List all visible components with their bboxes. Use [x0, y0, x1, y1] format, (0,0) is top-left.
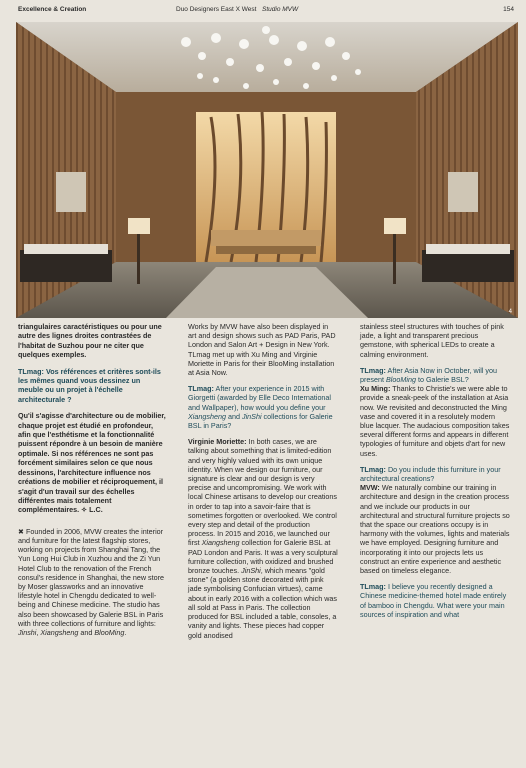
question-label: TLmag:	[360, 582, 386, 592]
photo-number: 4	[508, 309, 512, 315]
separator: ,	[36, 627, 41, 637]
interview-question	[18, 367, 167, 405]
separator: and	[78, 627, 95, 637]
question-text: Vos références et critères sont-ils les mêmes quand vous dessinez un meuble ou un projet à l'échelle architecturale ?	[18, 366, 161, 404]
question-text: collections for Galerie BSL in Paris?	[188, 411, 333, 431]
hotel-lobby-photo	[16, 22, 518, 318]
collection-name: BlooMing	[385, 375, 416, 385]
question-label: TLmag:	[188, 384, 214, 394]
interview-answer	[360, 384, 510, 458]
question-text: After your experience in 2015 with Giorgetti (awarded by Elle Deco International and Wallpaper), how would you define your	[188, 384, 332, 412]
bio-text: Founded in 2006, MVW creates the interior and furniture for the latest flagship stores, working on projects from Shanghai Tang, the Yun Long Hui Club in Xuzhou and the Zi Yun Hotel Club to the renovation of the French consul's residence in Shanghai, the new store by Moser glassworks and an innovative lifestyle hotel in Chengdu dedicated to well-being and Chinese medicine. The studio has also been showcased by Galerie BSL in Paris with three collections of furniture and lights:	[18, 526, 165, 628]
question-text: I believe you recently designed a Chinese medicine-themed hotel made entirely of bamboo in Chengdu. What were your main sources of inspiration and what	[360, 582, 507, 619]
collection-name: Xiangsheng	[188, 411, 226, 421]
answer-text: Qu'il s'agisse d'architecture ou de mobilier, chaque projet est étudié en profondeur, afin que l'esthétisme et la fonctionnalité puissent répondre à un besoin de manière optimale. Si nos références ne sont pas forcément similaires selon ce que nous dessinons, l'architecture influence nos créations de mobilier et réciproquement, il s'agit d'un travail sur des échelles différentes mais totalement complémentaires.	[18, 411, 166, 515]
bullet-icon: ✖	[18, 526, 25, 536]
column-2	[188, 322, 338, 647]
interview-answer	[188, 437, 338, 639]
paragraph: Works by MVW have also been displayed in art and design shows such as PAD Paris, PAD London and Salon Art + Design in New York. TLmag met up with Xu Ming and Virginie Moriette in Paris for their BlooMing installation at Asia Now.	[188, 322, 336, 378]
separator: .	[124, 627, 127, 637]
article-title: Duo Designers East X West	[176, 6, 257, 13]
collection-name: BlooMing	[94, 627, 125, 637]
collection-name: JinShi	[241, 411, 262, 421]
question-text: After Asia Now in October, will you present	[360, 365, 498, 385]
question-label: TLmag:	[360, 464, 386, 474]
paragraph: triangulaires caractéristiques ou pour une autre des lignes droites contrastées de l'habitat de Suzhou pour ne citer que quelques exemples.	[18, 322, 162, 360]
answer-text: collection for Galerie BSL at PAD London and Paris. It was a very sculptural furniture collection, with oxidized and brushed bronze touches.	[188, 538, 338, 576]
question-text: Do you include this furniture in your architectural creations?	[360, 464, 501, 484]
question-label: TLmag:	[18, 366, 44, 376]
question-text: to Galerie BSL?	[415, 375, 469, 385]
answer-text: In both cases, we are talking about something that is limited-edition and very highly valued with its own unique identity. When we design our furniture, our signature is clear and our design is very precise and uncompromising. We work with local Chinese artisans to develop our creations in order to tap into a savoir-faire that is sometimes forgotten or overlooked. We control every step and detail of the production process. In 2015 and 2016, we launched our first	[188, 437, 338, 548]
paragraph: stainless steel structures with touches of pink jade, a light and transparent precious gemstone, with spherical LEDs to create a calming environment.	[360, 322, 504, 359]
running-header	[0, 6, 526, 18]
collection-name: Xiangsheng	[201, 538, 240, 548]
answer-text: We naturally combine our training in architecture and design in the creation process and we include our products in our architectural and structural furniture projects so that the space our creations occupy is in harmony with the volumes, lights and materials we have employed. Designing furniture and incorporating it into our projects lets us construct an entire experience and aesthetic based on timeless elegance.	[360, 483, 510, 576]
interview-question	[360, 366, 510, 384]
section-label: Excellence & Creation	[18, 6, 87, 13]
column-3	[360, 322, 510, 626]
question-label: TLmag:	[360, 365, 386, 375]
column-1	[18, 322, 167, 644]
page-number: 154	[503, 6, 514, 13]
collection-name: Jinshi	[18, 627, 37, 637]
studio-bio	[18, 527, 167, 637]
article-subtitle: Studio MVW	[262, 6, 299, 13]
lobby-illustration	[16, 22, 518, 318]
speaker-name: Virginie Moriette:	[188, 437, 247, 447]
interview-question	[188, 384, 338, 430]
collection-name: JinShi	[241, 566, 261, 576]
interview-answer	[360, 483, 510, 575]
interview-question	[360, 582, 510, 619]
separator: and	[225, 411, 242, 421]
answer-text: , which means "gold stone" (a golden stone decorated with pink jade symbolising Confucian virtues), came about in early 2016 with a collection which was all sold at Pass in Paris. The collection produced for BSL included a table, consoles, a vanity and lights. These pieces had copper gold anodised	[188, 566, 338, 640]
interview-answer	[18, 411, 167, 514]
answer-text: Thanks to Christie's we were able to provide a sneak-peek of the installation at Asia now. We revisited and deconstructed the Ming vase and covered it in a resolutely modern blue lacquer. The audacious composition takes several different forms and appears in different typologies of furniture and objets d'art for new uses.	[360, 384, 510, 458]
interview-question	[360, 465, 510, 483]
speaker-name: MVW:	[360, 483, 380, 493]
collection-name: Xiangsheng	[40, 627, 79, 637]
author-signature: ✧ L.C.	[81, 505, 103, 515]
speaker-name: Xu Ming:	[360, 384, 391, 394]
